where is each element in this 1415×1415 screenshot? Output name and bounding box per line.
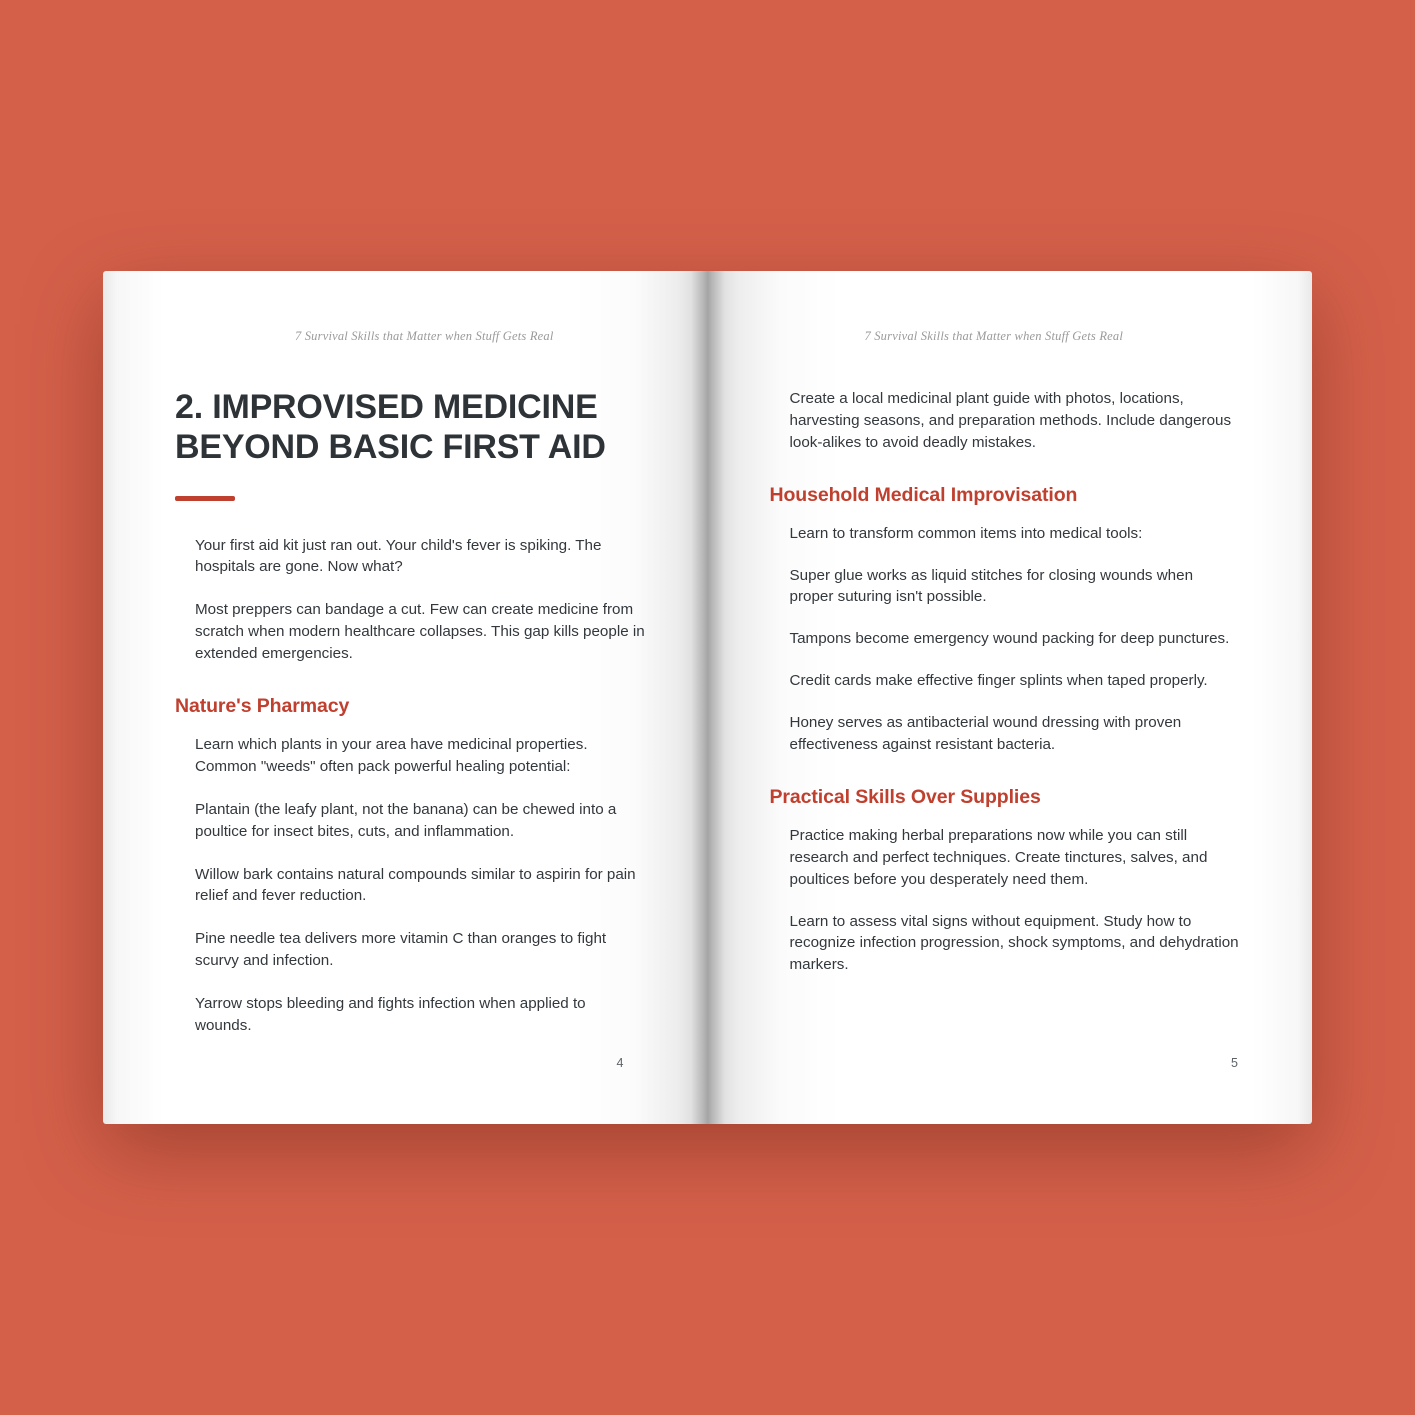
paragraph: Yarrow stops bleeding and fights infection when applied to wounds. <box>195 995 586 1034</box>
running-head-left: 7 Survival Skills that Matter when Stuff Gets Real <box>294 329 554 343</box>
page-title: 2. IMPROVISED MEDICINE BEYOND BASIC FIRST AID <box>175 388 606 466</box>
paragraph: Credit cards make effective finger splints when taped properly. <box>789 672 1208 690</box>
section-heading-practical-skills-over-supplies: Practical Skills Over Supplies <box>769 785 1041 808</box>
right-page <box>708 271 1313 1124</box>
paragraph: Honey serves as antibacterial wound dressing with proven effectiveness against resistant bacteria. <box>789 714 1182 754</box>
title-divider <box>175 496 235 501</box>
page-number-right: 5 <box>1231 1056 1238 1070</box>
paragraph: Practice making herbal preparations now while you can still research and perfect techniques. Create tinctures, salves, and poultices before you desperately need them. <box>789 826 1208 888</box>
open-book <box>103 271 1312 1124</box>
left-intro-block <box>175 535 646 665</box>
paragraph: Tampons become emergency wound packing for deep punctures. <box>789 630 1230 648</box>
left-page <box>103 271 708 1124</box>
paragraph: Learn to transform common items into medical tools: <box>789 524 1143 542</box>
right-lead-block <box>770 388 1241 454</box>
paragraph: Pine needle tea delivers more vitamin C than oranges to fight scurvy and infection. <box>195 930 607 970</box>
paragraph: Plantain (the leafy plant, not the banana) can be chewed into a poultice for insect bites, cuts, and inflammation. <box>195 800 617 840</box>
paragraph: Your first aid kit just ran out. Your child's fever is spiking. The hospitals are gone. Now what? <box>195 536 602 576</box>
right-section-2-block <box>770 825 1241 976</box>
paragraph: Learn to assess vital signs without equipment. Study how to recognize infection progression, shock symptoms, and dehydration markers. <box>789 912 1239 974</box>
right-section-1-block <box>770 523 1241 756</box>
left-section-block <box>175 734 646 1037</box>
paragraph: Create a local medicinal plant guide with photos, locations, harvesting seasons, and preparation methods. Include dangerous look-alikes to avoid deadly mistakes. <box>789 390 1232 451</box>
page-number-left: 4 <box>616 1056 624 1070</box>
paragraph: Willow bark contains natural compounds similar to aspirin for pain relief and fever reduction. <box>195 865 636 905</box>
running-head-right: 7 Survival Skills that Matter when Stuff Gets Real <box>864 329 1124 343</box>
paragraph: Super glue works as liquid stitches for closing wounds when proper suturing isn't possible. <box>789 566 1194 606</box>
section-heading-natures-pharmacy: Nature's Pharmacy <box>175 694 350 717</box>
paragraph: Most preppers can bandage a cut. Few can create medicine from scratch when modern healthcare collapses. This gap kills people in extended emergencies. <box>195 601 645 663</box>
section-heading-household-medical-improvisation: Household Medical Improvisation <box>769 483 1078 506</box>
paragraph: Learn which plants in your area have medicinal properties. Common "weeds" often pack powerful healing potential: <box>195 735 588 775</box>
